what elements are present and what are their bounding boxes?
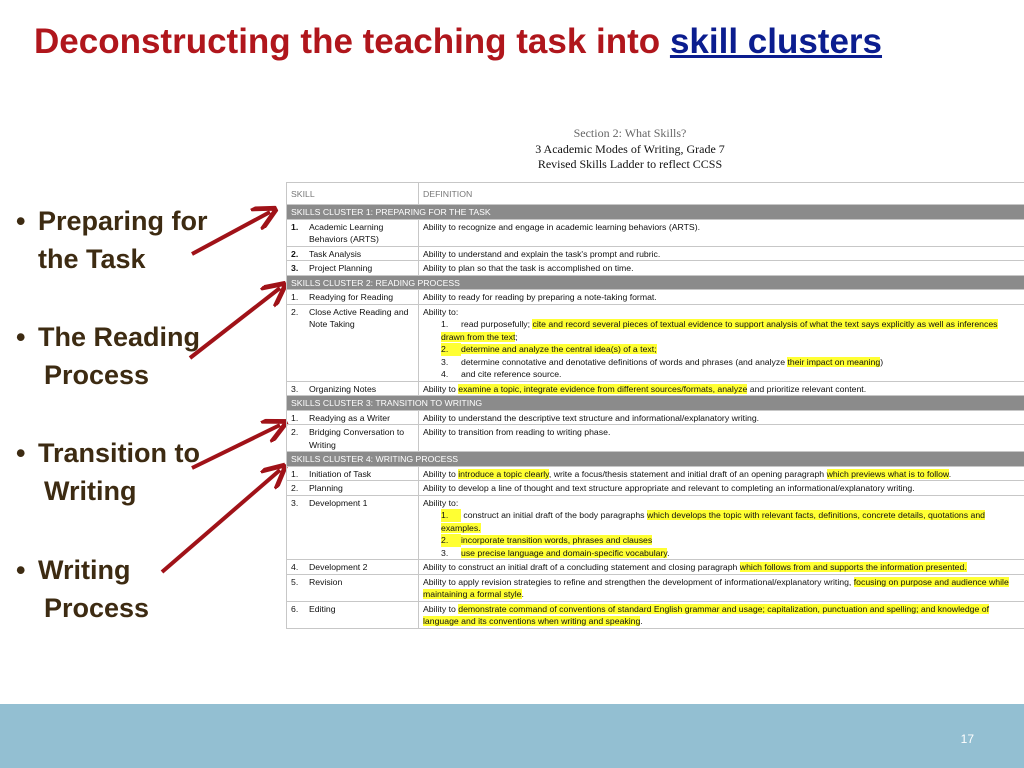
table-row: 1. Readying as a Writer Ability to understand the descriptive text structure and informational/explanatory writing. — [287, 410, 1024, 425]
table-row: 3. Development 1 Ability to: 1. construct an initial draft of the body paragraphs which develops the topic with relevant facts, definitions, concrete details, quotations and examples. 2. incorporate transition words, phrases and clauses 3. use precise language and domain-specific vocabulary. — [287, 495, 1024, 560]
bullet-preparing: • Preparing for the Task — [16, 206, 208, 274]
bullet-transition: • Transition to Writing — [16, 438, 200, 506]
col-skill: SKILL — [287, 183, 419, 205]
table-row: 1. Academic Learning Behaviors (ARTS) Ability to recognize and engage in academic learning behaviors (ARTS). — [287, 219, 1024, 246]
section-header — [440, 126, 820, 173]
cluster-row: SKILLS CLUSTER 3: TRANSITION TO WRITING — [287, 396, 1024, 411]
table-row: 4. Development 2 Ability to construct an initial draft of a concluding statement and closing paragraph which follows from and supports the information presented. — [287, 560, 1024, 575]
table-row: 1. Readying for Reading Ability to ready for reading by preparing a note-taking format. — [287, 290, 1024, 305]
section-subtitle: 3 Academic Modes of Writing, Grade 7 — [535, 141, 725, 156]
footer-bar — [0, 704, 1024, 768]
table-row: 5. Revision Ability to apply revision strategies to refine and strengthen the development of informational/explanatory writing, focusing on purpose and audience while maintaining a formal style. — [287, 574, 1024, 601]
bullet-reading: • The Reading Process — [16, 322, 201, 390]
table-row: 3. Project Planning Ability to plan so that the task is accomplished on time. — [287, 261, 1024, 276]
arrow-icon — [162, 470, 280, 572]
table-row: 2. Task Analysis Ability to understand and explain the task's prompt and rubric. — [287, 246, 1024, 261]
section-subtitle-2: Revised Skills Ladder to reflect CCSS — [537, 157, 723, 171]
table-row: 2. Bridging Conversation to Writing Ability to transition from reading to writing phase. — [287, 425, 1024, 452]
table-header — [287, 183, 1024, 205]
cluster-row: SKILLS CLUSTER 2: READING PROCESS — [287, 275, 1024, 290]
cluster-row: SKILLS CLUSTER 4: WRITING PROCESS — [287, 452, 1024, 467]
table-row: 3. Organizing Notes Ability to examine a topic, integrate evidence from different sources/formats, analyze and prioritize relevant content. — [287, 381, 1024, 396]
arrow-icon — [192, 425, 280, 468]
arrow-icon — [192, 212, 270, 254]
skill-clusters-link[interactable]: skill clusters — [669, 22, 883, 61]
table-row: 2. Close Active Reading and Note Taking Ability to: 1. read purposefully; cite and record several pieces of textual evidence to support analysis of what the text says explicitly as well as inferences drawn from the text; 2. determine and analyze the central idea(s) of a text; 3. determine connotative and denotative definitions of words and phrases (and analyze their impact on meaning) 4. and cite reference source. — [287, 304, 1024, 381]
table-row: 6. Editing Ability to demonstrate command of conventions of standard English grammar and usage; capitalization, punctuation and spelling; and knowledge of language and its conventions when writing and speaking. — [287, 601, 1024, 628]
cluster-row: SKILLS CLUSTER 1: PREPARING FOR THE TASK — [287, 205, 1024, 220]
table-row: 2. Planning Ability to develop a line of thought and text structure appropriate and relevant to completing an informational/explanatory writing. — [287, 481, 1024, 496]
title-text: Deconstructing the teaching task into — [34, 22, 661, 61]
col-definition: DEFINITION — [419, 183, 1024, 205]
table-row: 1. Initiation of Task Ability to introduce a topic clearly, write a focus/thesis statement and initial draft of an opening paragraph which previews what is to follow. — [287, 466, 1024, 481]
section-heading: Section 2: What Skills? — [573, 126, 687, 140]
skills-table — [286, 182, 1024, 629]
bullet-writing: • Writing Process — [16, 555, 150, 623]
page-number: 17 — [960, 732, 974, 746]
arrow-icon — [190, 288, 280, 358]
